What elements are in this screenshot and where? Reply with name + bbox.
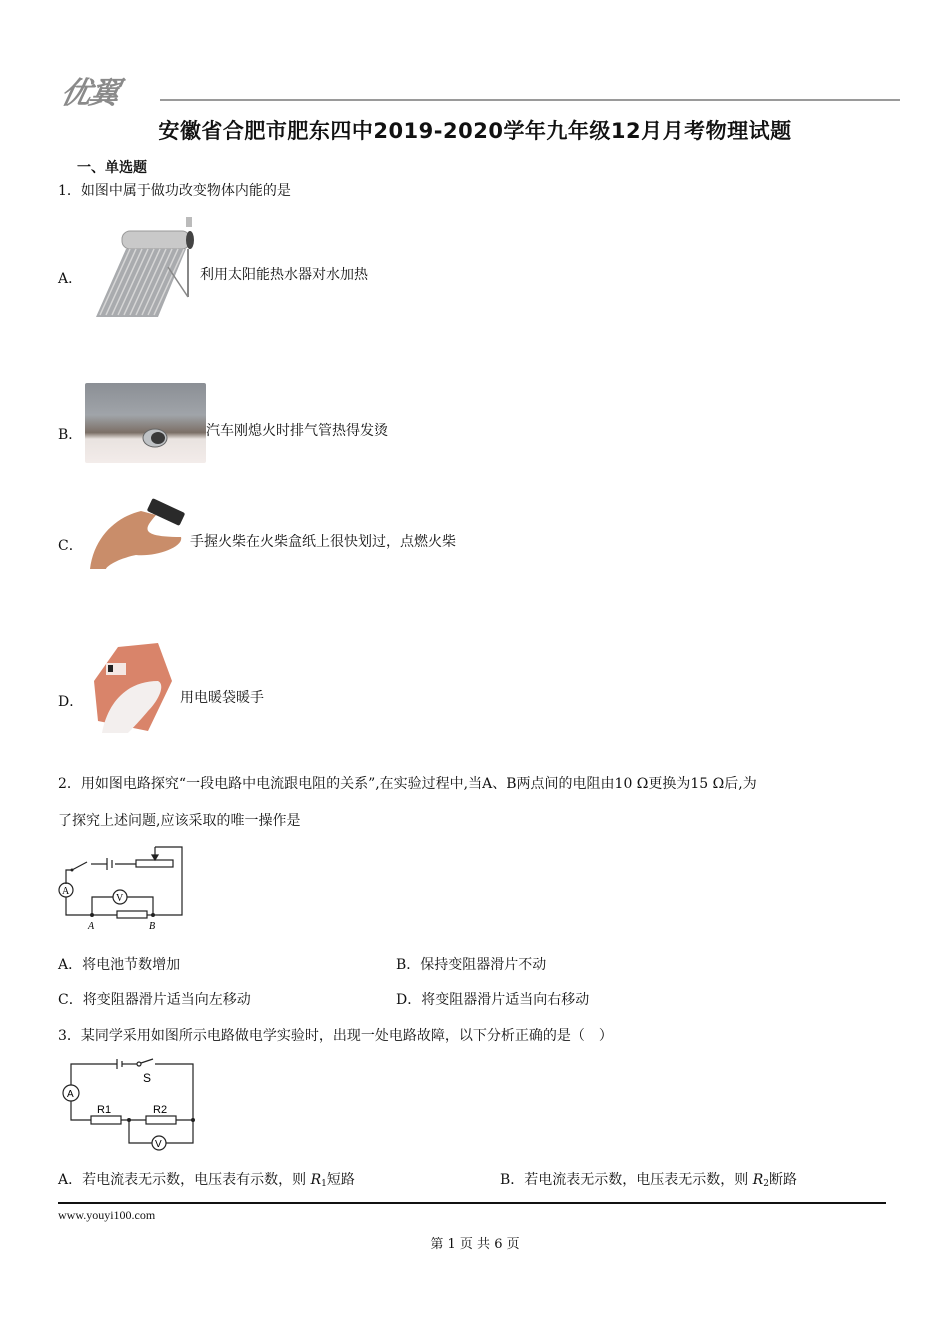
question-number: 2． bbox=[58, 776, 81, 792]
footer-rule bbox=[58, 1202, 886, 1204]
footer-url[interactable]: www.youyi100.com bbox=[58, 1208, 156, 1222]
ammeter-label: A bbox=[62, 886, 70, 897]
point-a-label: A bbox=[88, 921, 95, 932]
question-stem: 某同学采用如图所示电路做电学实验时，出现一处电路故障，以下分析正确的是（ ） bbox=[80, 1028, 613, 1044]
car-exhaust-pipe-photo bbox=[85, 383, 206, 463]
header-rule bbox=[160, 99, 900, 101]
question-1 bbox=[58, 184, 291, 198]
ammeter-label: A bbox=[67, 1089, 74, 1100]
circuit-diagram-q2 bbox=[55, 840, 185, 935]
question-2 bbox=[58, 777, 757, 791]
question-stem-line1: 用如图电路探究“一段电路中电流跟电阻的关系”,在实验过程中,当A、B两点间的电阻由10 Ω更换为15 Ω后,为 bbox=[80, 776, 757, 792]
option-text: 汽车刚熄火时排气管热得发烫 bbox=[206, 423, 388, 439]
question-stem-line2: 了探究上述问题,应该采取的唯一操作是 bbox=[58, 813, 301, 829]
solar-water-heater-photo bbox=[88, 217, 196, 317]
voltmeter-label: V bbox=[116, 893, 124, 904]
question-number: 3． bbox=[58, 1028, 81, 1044]
option-text: 用电暖袋暖手 bbox=[180, 690, 264, 706]
striking-match-photo bbox=[86, 497, 188, 569]
switch-label: S bbox=[143, 1071, 152, 1085]
option-b: B．若电流表无示数，电压表无示数，则 $R_2$断路 bbox=[500, 1172, 798, 1189]
page-number: 第 1 页 共 6 页 bbox=[430, 1237, 520, 1252]
section-heading: 一、单选题 bbox=[77, 160, 147, 176]
option-label: A． bbox=[58, 271, 83, 287]
option-text: 利用太阳能热水器对水加热 bbox=[200, 267, 368, 283]
option-label: D． bbox=[58, 694, 84, 710]
option-text: 手握火柴在火柴盒纸上很快划过，点燃火柴 bbox=[190, 534, 456, 550]
page-title: 安徽省合肥市肥东四中2019-2020学年九年级12月月考物理试题 bbox=[158, 119, 792, 143]
question-number: 1． bbox=[58, 183, 81, 199]
option-a: A．若电流表无示数，电压表有示数，则 $R_1$短路 bbox=[58, 1172, 355, 1189]
electric-hand-warmer-photo bbox=[88, 641, 176, 733]
circuit-diagram-q3 bbox=[55, 1055, 205, 1155]
r2-label: R2 bbox=[153, 1104, 168, 1116]
option-c: C．将变阻器滑片适当向左移动 bbox=[58, 992, 251, 1008]
option-label: B． bbox=[58, 427, 83, 443]
option-a: A．将电池节数增加 bbox=[58, 957, 181, 973]
option-d: D．将变阻器滑片适当向右移动 bbox=[396, 992, 590, 1008]
r1-label: R1 bbox=[97, 1104, 112, 1116]
voltmeter-label: V bbox=[155, 1139, 162, 1150]
question-stem: 如图中属于做功改变物体内能的是 bbox=[80, 183, 291, 199]
option-label: C． bbox=[58, 538, 83, 554]
youyi-logo: 优翼 bbox=[57, 76, 121, 111]
question-3 bbox=[58, 1029, 613, 1043]
option-b: B．保持变阻器滑片不动 bbox=[396, 957, 547, 973]
point-b-label: B bbox=[149, 921, 156, 932]
